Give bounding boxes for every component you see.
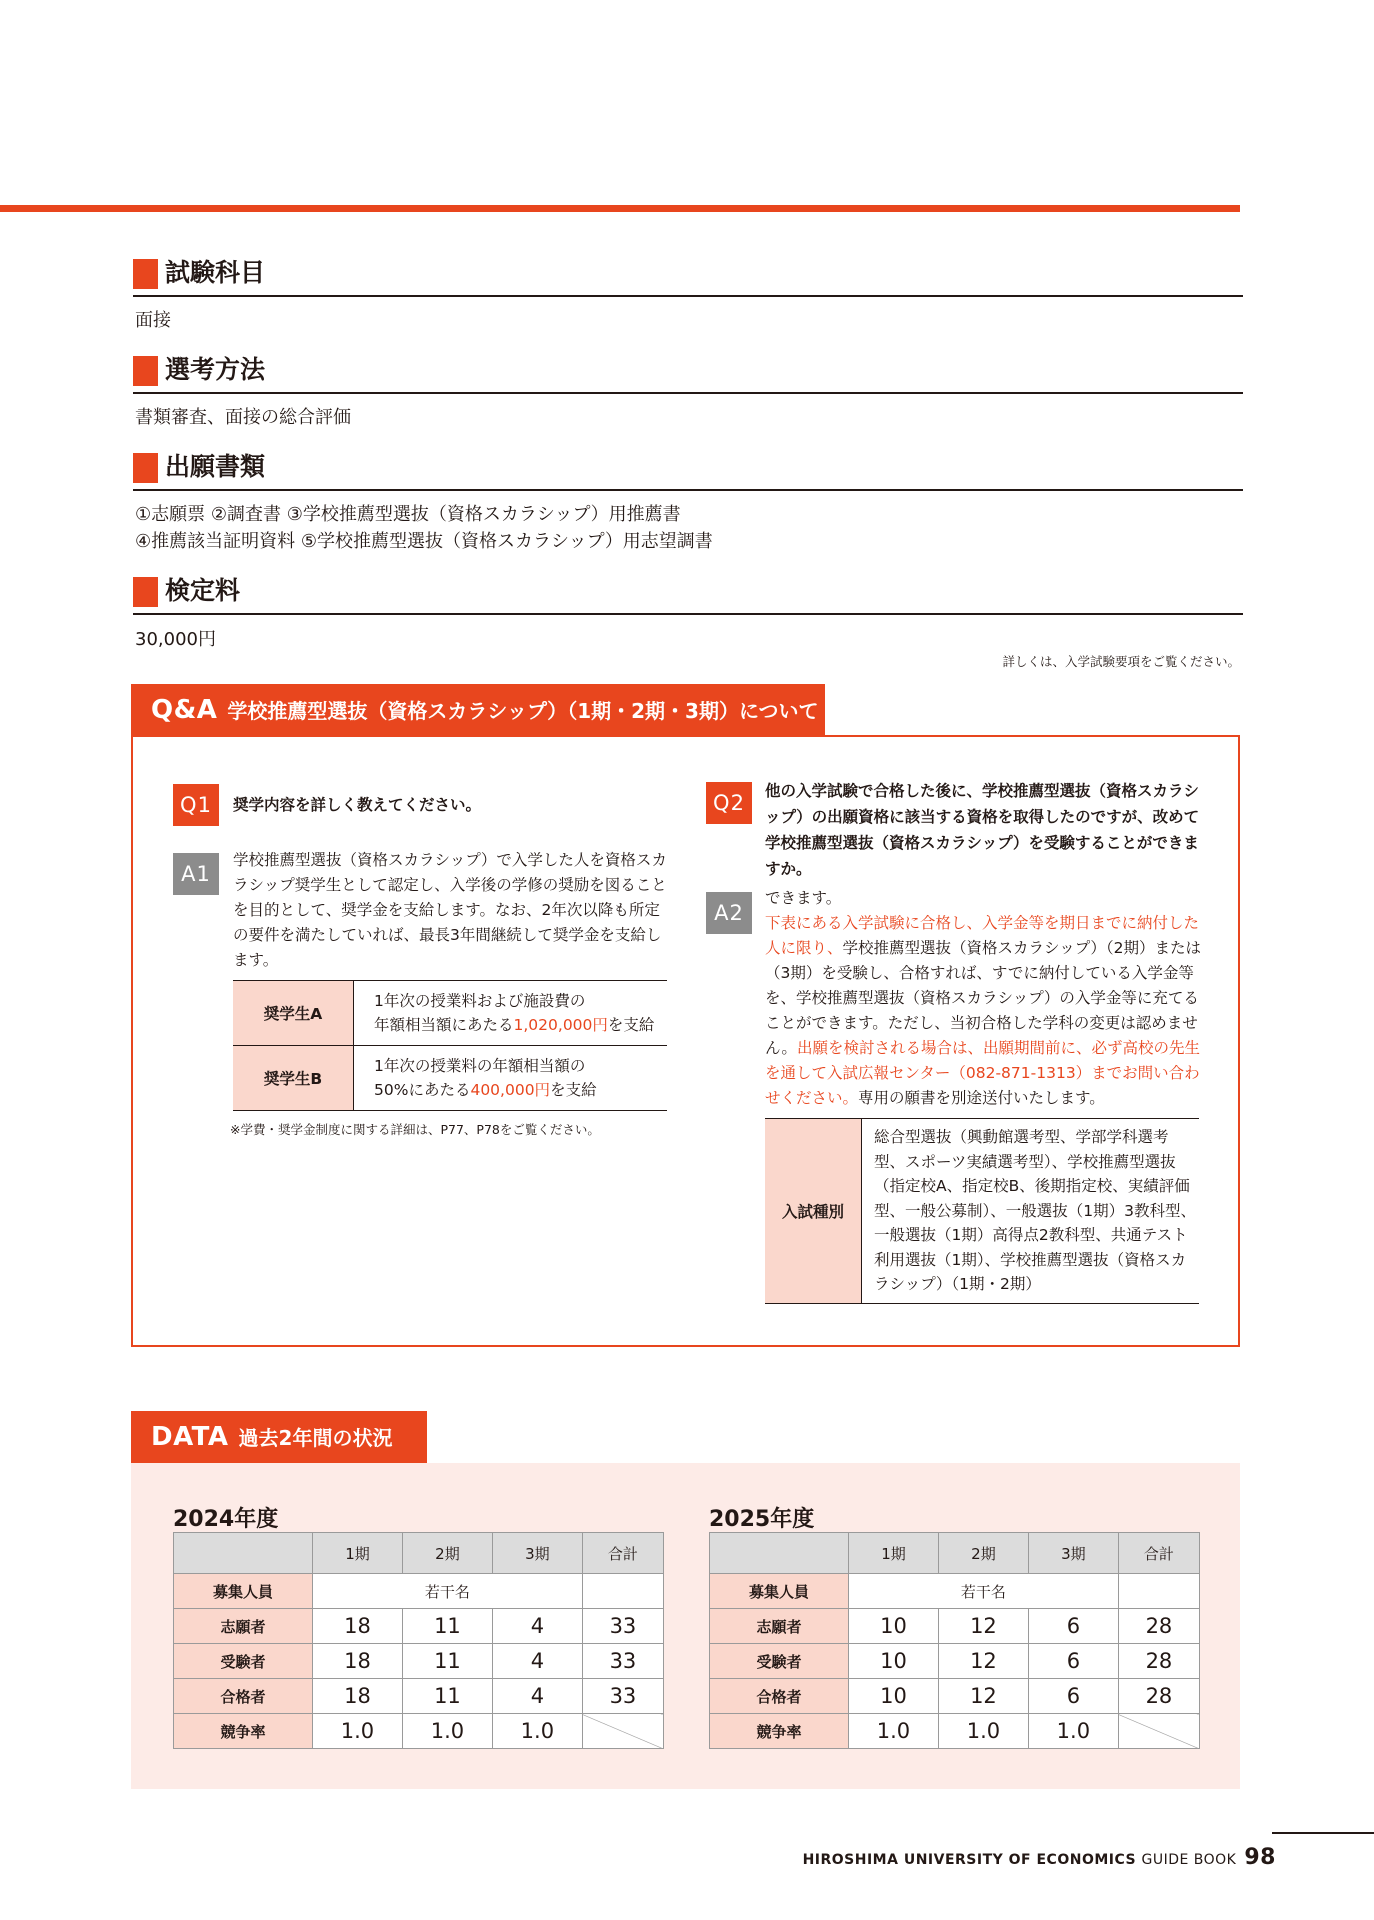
data-tab — [131, 1411, 427, 1463]
heading-marker — [133, 577, 158, 607]
scholarship-row — [233, 981, 667, 1046]
cell: 33 — [582, 1609, 663, 1644]
section-heading-subjects — [133, 255, 1243, 297]
scholarship-row — [233, 1046, 667, 1111]
cell: 10 — [849, 1679, 939, 1714]
a2-answer — [765, 886, 1202, 1111]
fee-amount: 30,000円 — [135, 629, 216, 650]
col-header: 合計 — [1118, 1533, 1199, 1574]
section-title: 試験科目 — [165, 258, 266, 287]
cell: 1.0 — [492, 1714, 582, 1749]
heading-marker — [133, 356, 158, 386]
col-header: 1期 — [849, 1533, 939, 1574]
row-label: 志願者 — [710, 1609, 849, 1644]
a2-badge: A2 — [706, 892, 752, 934]
cell: 6 — [1028, 1679, 1118, 1714]
section-body: ①志願票 ②調査書 ③学校推薦型選抜（資格スカラシップ）用推薦書 — [135, 504, 681, 525]
qa-tab — [131, 684, 825, 736]
diagonal-empty-cell — [1118, 1714, 1199, 1749]
scholarship-detail — [354, 1046, 668, 1111]
cell: 18 — [313, 1644, 403, 1679]
stats-table-2024 — [173, 1532, 664, 1749]
data-tab-label: DATA — [151, 1422, 229, 1452]
cell: 1.0 — [402, 1714, 492, 1749]
cell: 12 — [938, 1644, 1028, 1679]
cell: 4 — [492, 1609, 582, 1644]
cell: 1.0 — [849, 1714, 939, 1749]
footer-rule — [1272, 1832, 1374, 1834]
footer-university: HIROSHIMA UNIVERSITY OF ECONOMICS — [802, 1852, 1137, 1868]
top-accent-bar — [0, 205, 1240, 212]
row-label: 受験者 — [174, 1644, 313, 1679]
cell: 28 — [1118, 1609, 1199, 1644]
cell: 11 — [402, 1679, 492, 1714]
data-tab-title: 過去2年間の状況 — [238, 1426, 393, 1450]
scholarship-amount: 400,000円 — [470, 1081, 551, 1099]
scholarship-label: 奨学生B — [233, 1046, 354, 1111]
cell: 33 — [582, 1679, 663, 1714]
cell: 1.0 — [1028, 1714, 1118, 1749]
section-heading-method — [133, 352, 1243, 394]
qa-tab-title: 学校推薦型選抜（資格スカラシップ）（1期・2期・3期）について — [227, 699, 819, 723]
scholarship-line2-pre: 年額相当額にあたる — [374, 1016, 514, 1034]
section-title: 検定料 — [165, 576, 241, 605]
a1-badge: A1 — [173, 853, 219, 895]
cell: 12 — [938, 1679, 1028, 1714]
section-title: 出願書類 — [165, 452, 266, 481]
a2-contact-note: 出願を検討される場合は、出願期間前に、必ず高校の先生を通して入試広報センター（082-871-1313）までお問い合わせください。 — [765, 1039, 1200, 1107]
a2-application-note: 専用の願書を別途送付いたします。 — [858, 1089, 1105, 1107]
cell: 1.0 — [313, 1714, 403, 1749]
cell: 10 — [849, 1609, 939, 1644]
q1-badge: Q1 — [173, 784, 219, 826]
exam-type-table — [765, 1118, 1199, 1304]
exam-type-value: 総合型選抜（興動館選考型、学部学科選考型、スポーツ実績選考型）、学校推薦型選抜（指定校A、指定校B、後期指定校、実績評価型、一般公募制）、一般選抜（1期）3教科型、一般選抜（1期）高得点2教科型、共通テスト利用選抜（1期）、学校推薦型選抜（資格スカラシップ）（1期・2期） — [862, 1119, 1200, 1304]
row-label: 募集人員 — [174, 1574, 313, 1609]
cell: 12 — [938, 1609, 1028, 1644]
year-title: 2025年度 — [709, 1507, 815, 1532]
stats-table-2025 — [709, 1532, 1200, 1749]
footer-guide: GUIDE BOOK — [1141, 1852, 1237, 1868]
col-header: 2期 — [402, 1533, 492, 1574]
section-body: 書類審査、面接の総合評価 — [135, 407, 351, 428]
empty-cell — [1118, 1574, 1199, 1609]
q2-badge: Q2 — [706, 782, 752, 824]
heading-marker — [133, 259, 158, 289]
cell: 11 — [402, 1609, 492, 1644]
empty-cell — [582, 1574, 663, 1609]
row-label: 合格者 — [174, 1679, 313, 1714]
cell: 4 — [492, 1679, 582, 1714]
scholarship-line1: 1年次の授業料および施設費の — [374, 992, 586, 1010]
exam-type-label: 入試種別 — [765, 1119, 862, 1304]
scholarship-line2-post: を支給 — [607, 1016, 655, 1034]
row-label: 募集人員 — [710, 1574, 849, 1609]
recruit-count: 若干名 — [849, 1574, 1119, 1609]
col-header: 1期 — [313, 1533, 403, 1574]
cell: 11 — [402, 1644, 492, 1679]
cell: 6 — [1028, 1644, 1118, 1679]
table-corner — [174, 1533, 313, 1574]
a2-explanation: 学校推薦型選抜（資格スカラシップ）（2期）または（3期）を受験し、合格すれば、すでに納付している入学金等を、学校推薦型選抜（資格スカラシップ）の入学金等に充てることができます。ただし、当初合格した学科の変更は認めません。 — [765, 939, 1201, 1057]
a2-condition: 下表にある入学試験に合格し、入学金等を期日までに納付した人に限り、 — [765, 914, 1200, 957]
col-header: 合計 — [582, 1533, 663, 1574]
cell: 10 — [849, 1644, 939, 1679]
col-header: 3期 — [492, 1533, 582, 1574]
scholarship-table — [233, 980, 667, 1111]
scholarship-line2-post: を支給 — [550, 1081, 597, 1099]
q2-question: 他の入学試験で合格した後に、学校推薦型選抜（資格スカラシップ）の出願資格に該当する資格を取得したのですが、改めて学校推薦型選抜（資格スカラシップ）を受験することができますか。 — [765, 782, 1200, 878]
row-label: 受験者 — [710, 1644, 849, 1679]
recruit-count: 若干名 — [313, 1574, 583, 1609]
page-number: 98 — [1244, 1845, 1276, 1870]
diagonal-empty-cell — [582, 1714, 663, 1749]
a2-first-line: できます。 — [765, 889, 842, 907]
col-header: 3期 — [1028, 1533, 1118, 1574]
footer — [803, 1845, 1276, 1870]
scholarship-line1: 1年次の授業料の年額相当額の — [374, 1057, 586, 1075]
scholarship-footnote: ※学費・奨学金制度に関する詳細は、P77、P78をご覧ください。 — [230, 1122, 600, 1137]
section-body: ④推薦該当証明資料 ⑤学校推薦型選抜（資格スカラシップ）用志望調書 — [135, 531, 713, 552]
cell: 28 — [1118, 1644, 1199, 1679]
col-header: 2期 — [938, 1533, 1028, 1574]
cell: 28 — [1118, 1679, 1199, 1714]
scholarship-label: 奨学生A — [233, 981, 354, 1046]
row-label: 競争率 — [174, 1714, 313, 1749]
scholarship-amount: 1,020,000円 — [513, 1016, 608, 1034]
scholarship-line2-pre: 50%にあたる — [374, 1081, 471, 1099]
q1-question: 奨学内容を詳しく教えてください。 — [233, 796, 482, 814]
row-label: 志願者 — [174, 1609, 313, 1644]
details-note: 詳しくは、入学試験要項をご覧ください。 — [1002, 654, 1240, 669]
section-heading-documents — [133, 449, 1243, 491]
cell: 18 — [313, 1609, 403, 1644]
row-label: 合格者 — [710, 1679, 849, 1714]
section-title: 選考方法 — [165, 355, 266, 384]
row-label: 競争率 — [710, 1714, 849, 1749]
scholarship-detail — [354, 981, 668, 1046]
cell: 1.0 — [938, 1714, 1028, 1749]
section-heading-fee — [133, 573, 1243, 615]
cell: 4 — [492, 1644, 582, 1679]
section-body: 面接 — [135, 310, 171, 331]
cell: 18 — [313, 1679, 403, 1714]
table-corner — [710, 1533, 849, 1574]
cell: 6 — [1028, 1609, 1118, 1644]
cell: 33 — [582, 1644, 663, 1679]
heading-marker — [133, 453, 158, 483]
qa-tab-label: Q&A — [151, 695, 218, 725]
a1-answer: 学校推薦型選抜（資格スカラシップ）で入学した人を資格スカラシップ奨学生として認定し、入学後の学修の奨励を図ることを目的として、奨学金を支給します。なお、2年次以降も所定の要件を満たしていれば、最長3年間継続して奨学金を支給します。 — [233, 851, 667, 969]
year-title: 2024年度 — [173, 1507, 279, 1532]
